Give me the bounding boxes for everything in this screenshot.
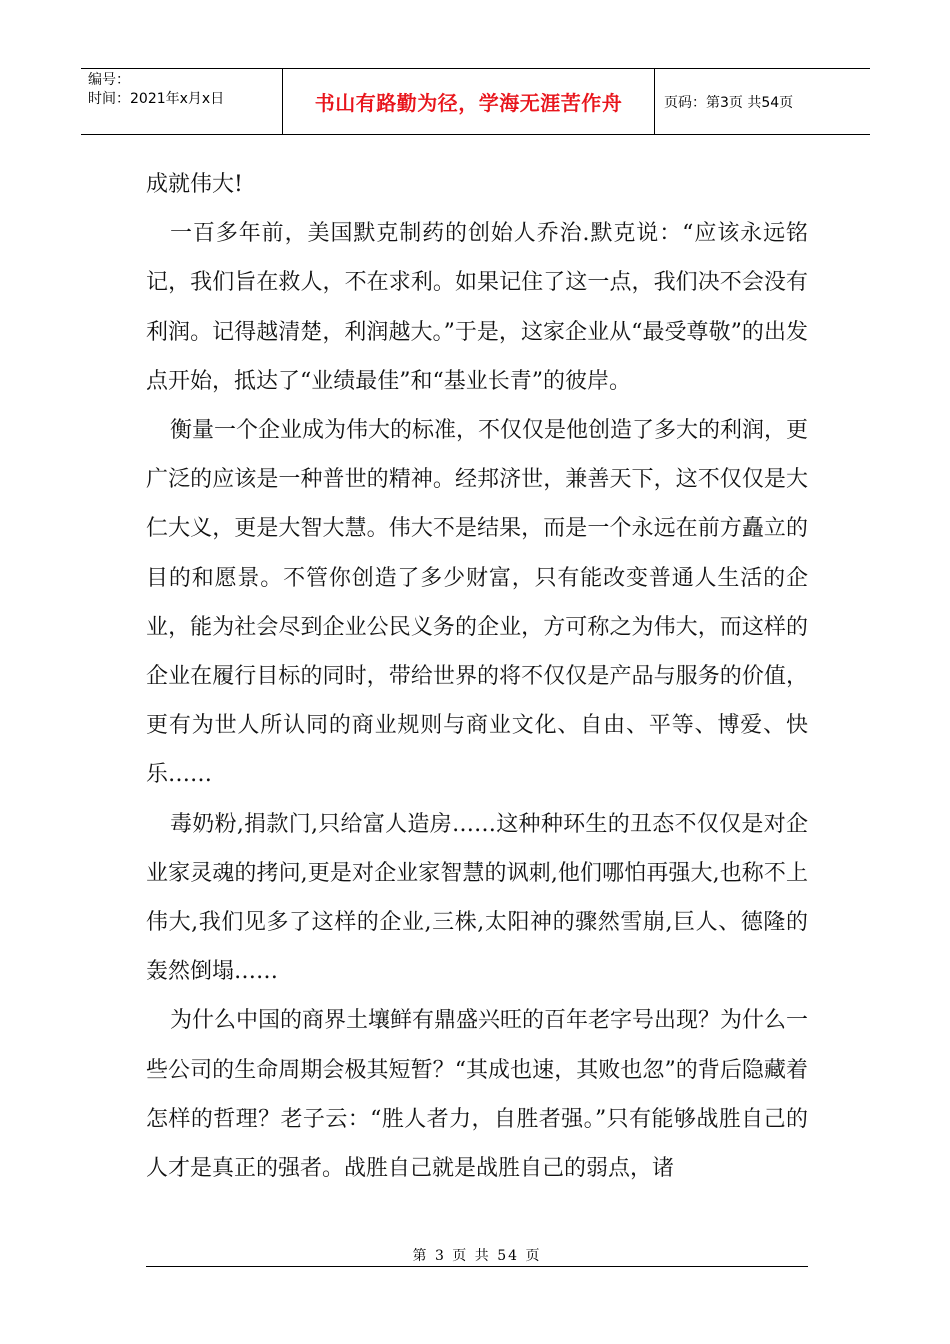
header-meta-cell bbox=[81, 69, 283, 134]
page-footer-number: 第 3 页 共 54 页 bbox=[412, 1248, 542, 1264]
paragraph: 衡量一个企业成为伟大的标准，不仅仅是他创造了多大的利润，更广泛的应该是一种普世的精神。经邦济世，兼善天下，这不仅仅是大仁大义，更是大智大慧。伟大不是结果，而是一个永远在前方矗立的目的和愿景。不管你创造了多少财富，只有能改变普通人生活的企业，能为社会尽到企业公民义务的企业，方可称之为伟大，而这样的企业在履行目标的同时，带给世界的将不仅仅是产品与服务的价值，更有为世人所认同的商业规则与商业文化、自由、平等、博爱、快乐…… bbox=[146, 418, 809, 788]
paragraph: 毒奶粉,捐款门,只给富人造房……这种种环生的丑态不仅仅是对企业家灵魂的拷问,更是对企业家智慧的讽刺,他们哪怕再强大,也称不上伟大,我们见多了这样的企业,三株,太阳神的骤然雪崩,巨人、德隆的轰然倒塌…… bbox=[146, 811, 808, 985]
page-header bbox=[81, 68, 870, 135]
footer-divider bbox=[146, 1266, 808, 1267]
document-body bbox=[146, 160, 808, 1193]
document-date-label: 时间：2021年x月x日 bbox=[88, 91, 225, 107]
header-page-info: 页码：第3页 共54页 bbox=[664, 94, 794, 111]
paragraph: 为什么中国的商界土壤鲜有鼎盛兴旺的百年老字号出现？为什么一些公司的生命周期会极其短暂？“其成也速，其败也忽”的背后隐藏着怎样的哲理？老子云：“胜人者力，自胜者强。”只有能够战胜自己的人才是真正的强者。战胜自己就是战胜自己的弱点，诸 bbox=[146, 1008, 809, 1182]
paragraph: 成就伟大! bbox=[146, 172, 243, 197]
header-motto: 书山有路勤为径，学海无涯苦作舟 bbox=[283, 69, 655, 134]
paragraph: 一百多年前，美国默克制药的创始人乔治.默克说：“应该永远铭记，我们旨在救人，不在求利。如果记住了这一点，我们决不会没有利润。记得越清楚，利润越大。”于是，这家企业从“最受尊敬”的出发点开始，抵达了“业绩最佳”和“基业长青”的彼岸。 bbox=[146, 221, 808, 394]
document-number-label: 编号： bbox=[88, 72, 130, 88]
